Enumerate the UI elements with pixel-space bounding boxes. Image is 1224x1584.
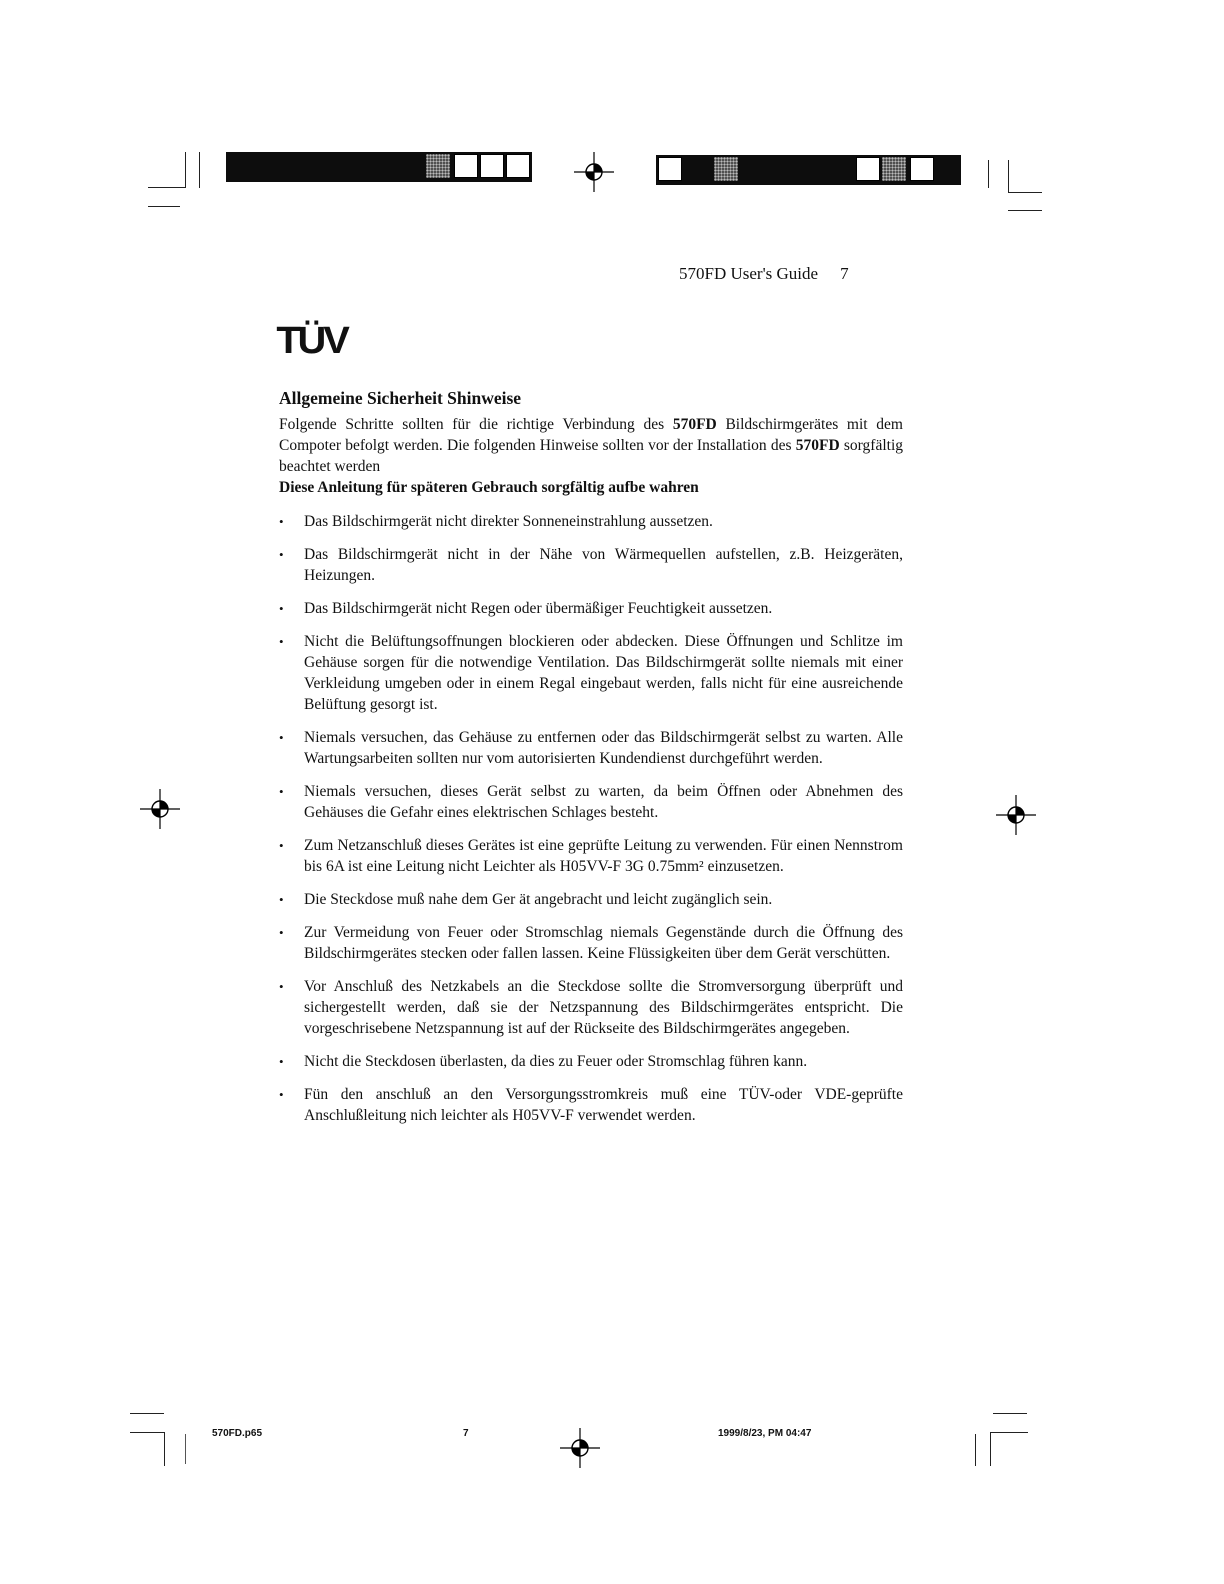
list-item: • Fün den anschluß an den Versorgungsstromkreis muß eine TÜV-oder VDE-geprüfte Anschlußleitung nich leichter als H05VV-F verwendet werden. xyxy=(279,1084,903,1126)
running-header xyxy=(679,264,849,284)
list-item: • Nicht die Belüftungsoffnungen blockieren oder abdecken. Diese Öffnungen und Schlitze im Gehäuse sorgen für die notwendige Ventilation. Das Bildschirmgerät sollte niemals mit einer Verkleidung umgeben oder in einem Regal eingebaut werden, falls nicht für eine ausreichende Belüftung gesorgt ist. xyxy=(279,631,903,715)
list-item: • Niemals versuchen, dieses Gerät selbst zu warten, da beim Öffnen oder Abnehmen des Gehäuses die Gefahr eines elektrischen Schlages besteht. xyxy=(279,781,903,823)
list-item: • Das Bildschirmgerät nicht direkter Sonneneinstrahlung aussetzen. xyxy=(279,511,903,532)
running-title: 570FD User's Guide xyxy=(679,264,819,283)
list-item: • Zum Netzanschluß dieses Gerätes ist eine geprüfte Leitung zu verwenden. Für einen Nennstrom bis 6A ist eine Leitung nicht Leichter als H05VV-F 3G 0.75mm² einzusetzen. xyxy=(279,835,903,877)
registration-mark-icon xyxy=(996,795,1036,835)
safety-list xyxy=(279,511,903,1126)
footer-filename: 570FD.p65 xyxy=(212,1428,263,1439)
list-item: • Die Steckdose muß nahe dem Ger ät angebracht und leicht zugänglich sein. xyxy=(279,889,903,910)
footer-timestamp: 1999/8/23, PM 04:47 xyxy=(718,1428,812,1439)
header-page-number: 7 xyxy=(840,264,849,283)
intro-model-1: 570FD xyxy=(672,416,717,433)
footer-page: 7 xyxy=(463,1428,469,1439)
intro-model-2: 570FD xyxy=(795,437,840,454)
list-item: • Niemals versuchen, das Gehäuse zu entfernen oder das Bildschirmgerät selbst zu warten. Alle Wartungsarbeiten sollten nur vom autorisierten Kundendienst durchgeführt werden. xyxy=(279,727,903,769)
registration-bar-right xyxy=(656,155,961,185)
intro-text-2: Bildschirmgerätes mit dem Compoter befolgt werden. Die folgenden Hinweise sollten vor der Installation des xyxy=(279,416,903,454)
list-item: • Zur Vermeidung von Feuer oder Stromschlag niemals Gegenstände durch die Öffnung des Bildschirmgerätes stecken oder fallen lassen. Keine Flüssigkeiten über dem Gerät verschütten. xyxy=(279,922,903,964)
section-heading: Allgemeine Sicherheit Shinweise xyxy=(279,388,522,408)
list-item: • Das Bildschirmgerät nicht in der Nähe von Wärmequellen aufstellen, z.B. Heizgeräten, Heizungen. xyxy=(279,544,903,586)
intro-text-1: Folgende Schritte sollten für die richtige Verbindung des xyxy=(279,416,673,433)
list-item: • Das Bildschirmgerät nicht Regen oder übermäßiger Feuchtigkeit aussetzen. xyxy=(279,598,903,619)
intro-paragraph xyxy=(279,414,903,477)
registration-mark-icon xyxy=(574,152,614,192)
intro-text-3: sorgfältig beachtet werden xyxy=(279,437,904,475)
main-content xyxy=(279,388,903,1138)
list-item: • Vor Anschluß des Netzkabels an die Steckdose sollte die Stromversorgung überprüft und sichergestellt werden, daß sie der Netzspannung des Bildschirmgerätes entspricht. Die vorgeschrisebene Netzspannung ist auf der Rückseite des Bildschirmgerätes angegeben. xyxy=(279,976,903,1039)
registration-mark-icon xyxy=(140,789,180,829)
bold-note: Diese Anleitung für späteren Gebrauch sorgfältig aufbe wahren xyxy=(279,479,699,496)
registration-bar-left xyxy=(226,152,532,182)
list-item: • Nicht die Steckdosen überlasten, da dies zu Feuer oder Stromschlag führen kann. xyxy=(279,1051,903,1072)
tuv-logo: TÜV xyxy=(276,320,347,362)
registration-mark-icon xyxy=(560,1428,600,1468)
